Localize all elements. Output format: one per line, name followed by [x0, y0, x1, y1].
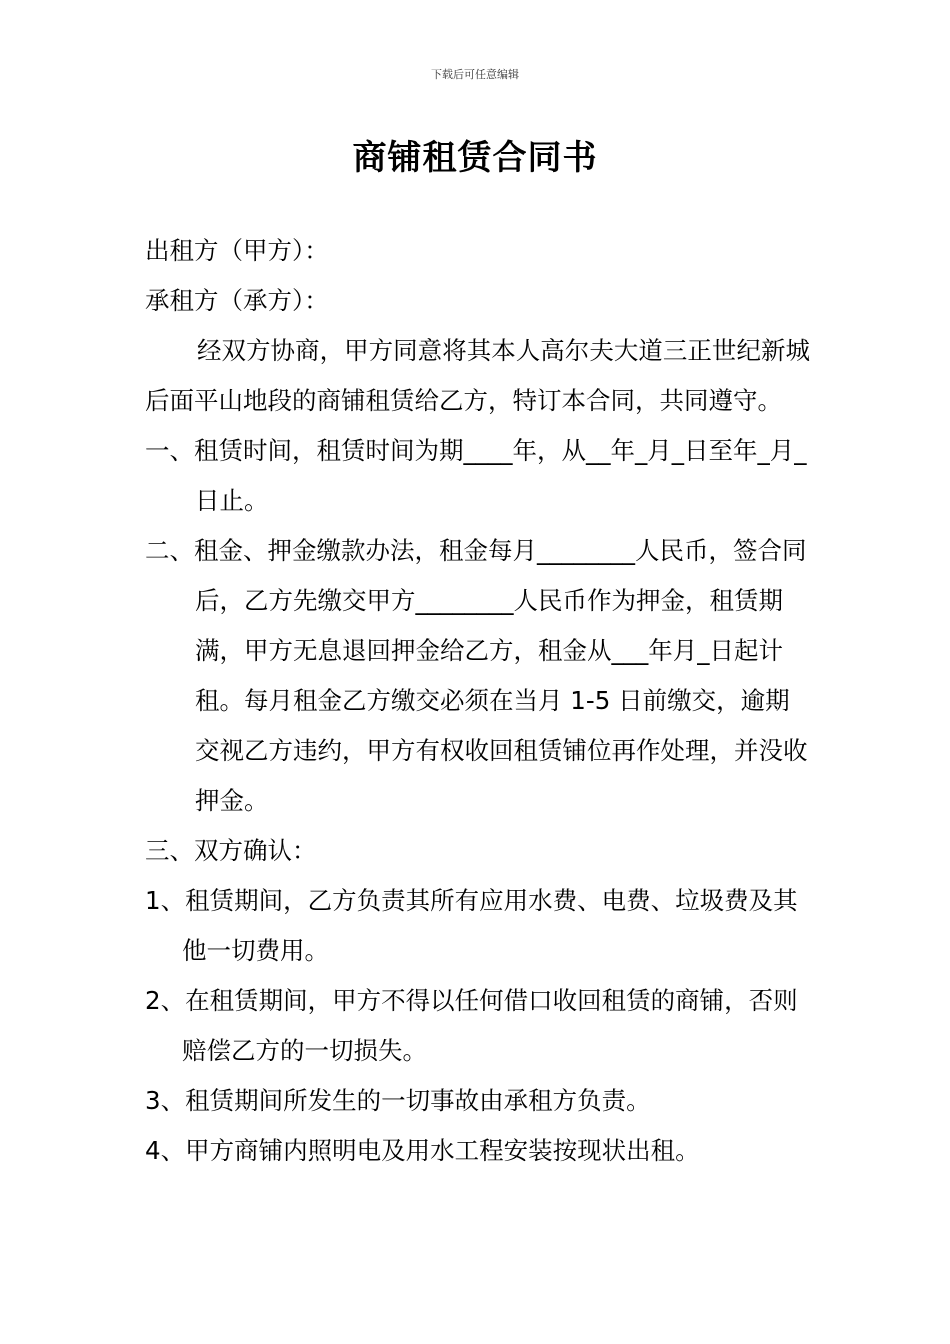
confirmation-item: 2、在租赁期间，甲方不得以任何借口收回租赁的商铺，否则赔偿乙方的一切损失。: [145, 986, 798, 1065]
clause-confirmation-heading: 三、双方确认：: [145, 836, 317, 865]
confirmation-item: 3、租赁期间所发生的一切事故由承租方负责。: [145, 1086, 651, 1115]
clause-rental-period: 一、租赁时间，租赁时间为期____年，从__年_月_日至年_月_日止。: [145, 436, 807, 515]
confirmation-item: 4、甲方商铺内照明电及用水工程安装按现状出租。: [145, 1136, 700, 1165]
document-body: [145, 226, 810, 1176]
party-b-line: 承租方（承方）：: [145, 286, 329, 315]
intro-paragraph: 经双方协商，甲方同意将其本人高尔夫大道三正世纪新城后面平山地段的商铺租赁给乙方，特订本合同，共同遵守。: [145, 336, 810, 415]
clause-rent-deposit: 二、租金、押金缴款办法，租金每月________人民币，签合同后，乙方先缴交甲方________人民币作为押金，租赁期满，甲方无息退回押金给乙方，租金从___年月_日起计租。每月租金乙方缴交必须在当月 1-5 日前缴交，逾期交视乙方违约，甲方有权收回租赁铺位再作处理，并没收押金。: [145, 536, 808, 815]
document-title: 商铺租赁合同书: [352, 138, 598, 178]
header-note: 下载后可任意编辑: [431, 68, 519, 81]
confirmation-item: 1、租赁期间，乙方负责其所有应用水费、电费、垃圾费及其他一切费用。: [145, 886, 798, 965]
party-a-line: 出租方（甲方）：: [145, 236, 329, 265]
